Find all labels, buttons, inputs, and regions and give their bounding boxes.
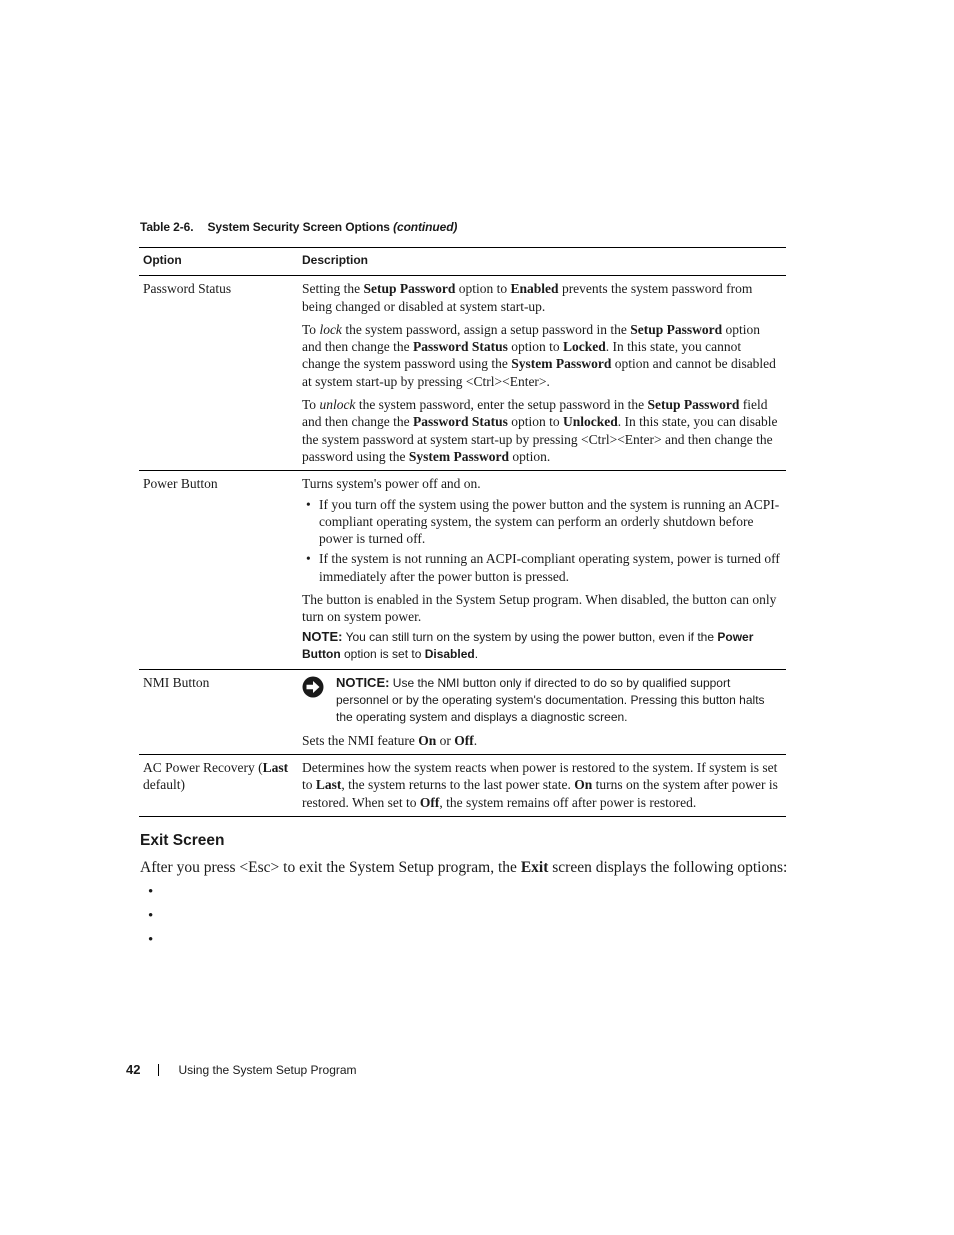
list-item: • If the system is not running an ACPI-compliant operating system, power is turned off immediately after the power button is pressed. — [302, 550, 782, 585]
table-continued: (continued) — [393, 220, 458, 234]
description-paragraph: Determines how the system reacts when power is restored to the system. If system is set to Last, the system returns to the last power state. On turns on the system after power is restored. When set to Off, the system remains off after power is restored. — [302, 759, 778, 810]
notice-arrow-icon — [302, 674, 336, 726]
description-paragraph: Setting the Setup Password option to Enabled prevents the system password from being changed or disabled at system start-up. — [302, 281, 753, 314]
option-name: NMI Button — [143, 674, 210, 690]
page-footer — [126, 1062, 357, 1077]
table-row — [139, 471, 786, 669]
security-options-table — [139, 247, 786, 817]
table-header-row — [139, 248, 786, 276]
option-description — [299, 670, 786, 754]
description-paragraph: To lock the system password, assign a setup password in the Setup Password option and then change the Password Status option to Locked. In this state, you cannot change the system password using the System Password option and cannot be disabled at system start-up by pressing <Ctrl><Enter>. — [302, 321, 776, 389]
list-item: • — [148, 884, 154, 900]
notice-block — [302, 674, 782, 726]
option-description — [299, 276, 786, 470]
notice-text: Use the NMI button only if directed to do so by qualified support personnel or by the operating system's documentation. Pressing this button halts the operating system and displays a diagnostic screen. — [336, 675, 765, 724]
option-description — [299, 471, 786, 668]
footer-section-title: Using the System Setup Program — [178, 1062, 357, 1077]
option-name: AC Power Recovery (Last default) — [143, 759, 289, 792]
exit-options-list — [148, 884, 153, 956]
list-item: • — [148, 908, 154, 924]
bullet-list — [302, 496, 782, 585]
table-row — [139, 670, 786, 755]
note-label: NOTE: — [302, 628, 343, 644]
description-paragraph: The button is enabled in the System Setup program. When disabled, the button can only turn on system power. — [302, 592, 777, 625]
page-number: 42 — [126, 1062, 141, 1077]
list-item: • If you turn off the system using the power button and the system is running an ACPI-compliant operating system, the system can perform an orderly shutdown before power is turned off. — [302, 496, 782, 548]
column-header-option: Option — [143, 253, 182, 267]
table-caption — [140, 220, 457, 234]
note-block: NOTE: You can still turn on the system by using the power button, even if the Power Button option is set to Disabled. — [302, 628, 754, 662]
option-name: Password Status — [143, 281, 232, 297]
table-title: System Security Screen Options — [207, 220, 390, 234]
footer-divider — [158, 1064, 159, 1076]
column-header-description: Description — [302, 253, 369, 267]
option-description — [299, 755, 786, 816]
section-heading: Exit Screen — [140, 832, 225, 849]
notice-label: NOTICE: — [336, 674, 390, 690]
option-name: Power Button — [143, 476, 218, 492]
table-row — [139, 276, 786, 471]
table-number: Table 2-6. — [140, 220, 194, 234]
list-item: • — [148, 932, 154, 948]
section-intro: After you press <Esc> to exit the System Setup program, the Exit screen displays the following options: — [140, 859, 788, 876]
description-paragraph: Sets the NMI feature On or Off. — [302, 732, 478, 748]
table-row — [139, 755, 786, 817]
description-paragraph: Turns system's power off and on. — [302, 476, 481, 492]
description-paragraph: To unlock the system password, enter the setup password in the Setup Password field and then change the Password Status option to Unlocked. In this state, you can disable the system password at system start-up by pressing <Ctrl><Enter> and then change the password using the System Password option. — [302, 397, 778, 464]
